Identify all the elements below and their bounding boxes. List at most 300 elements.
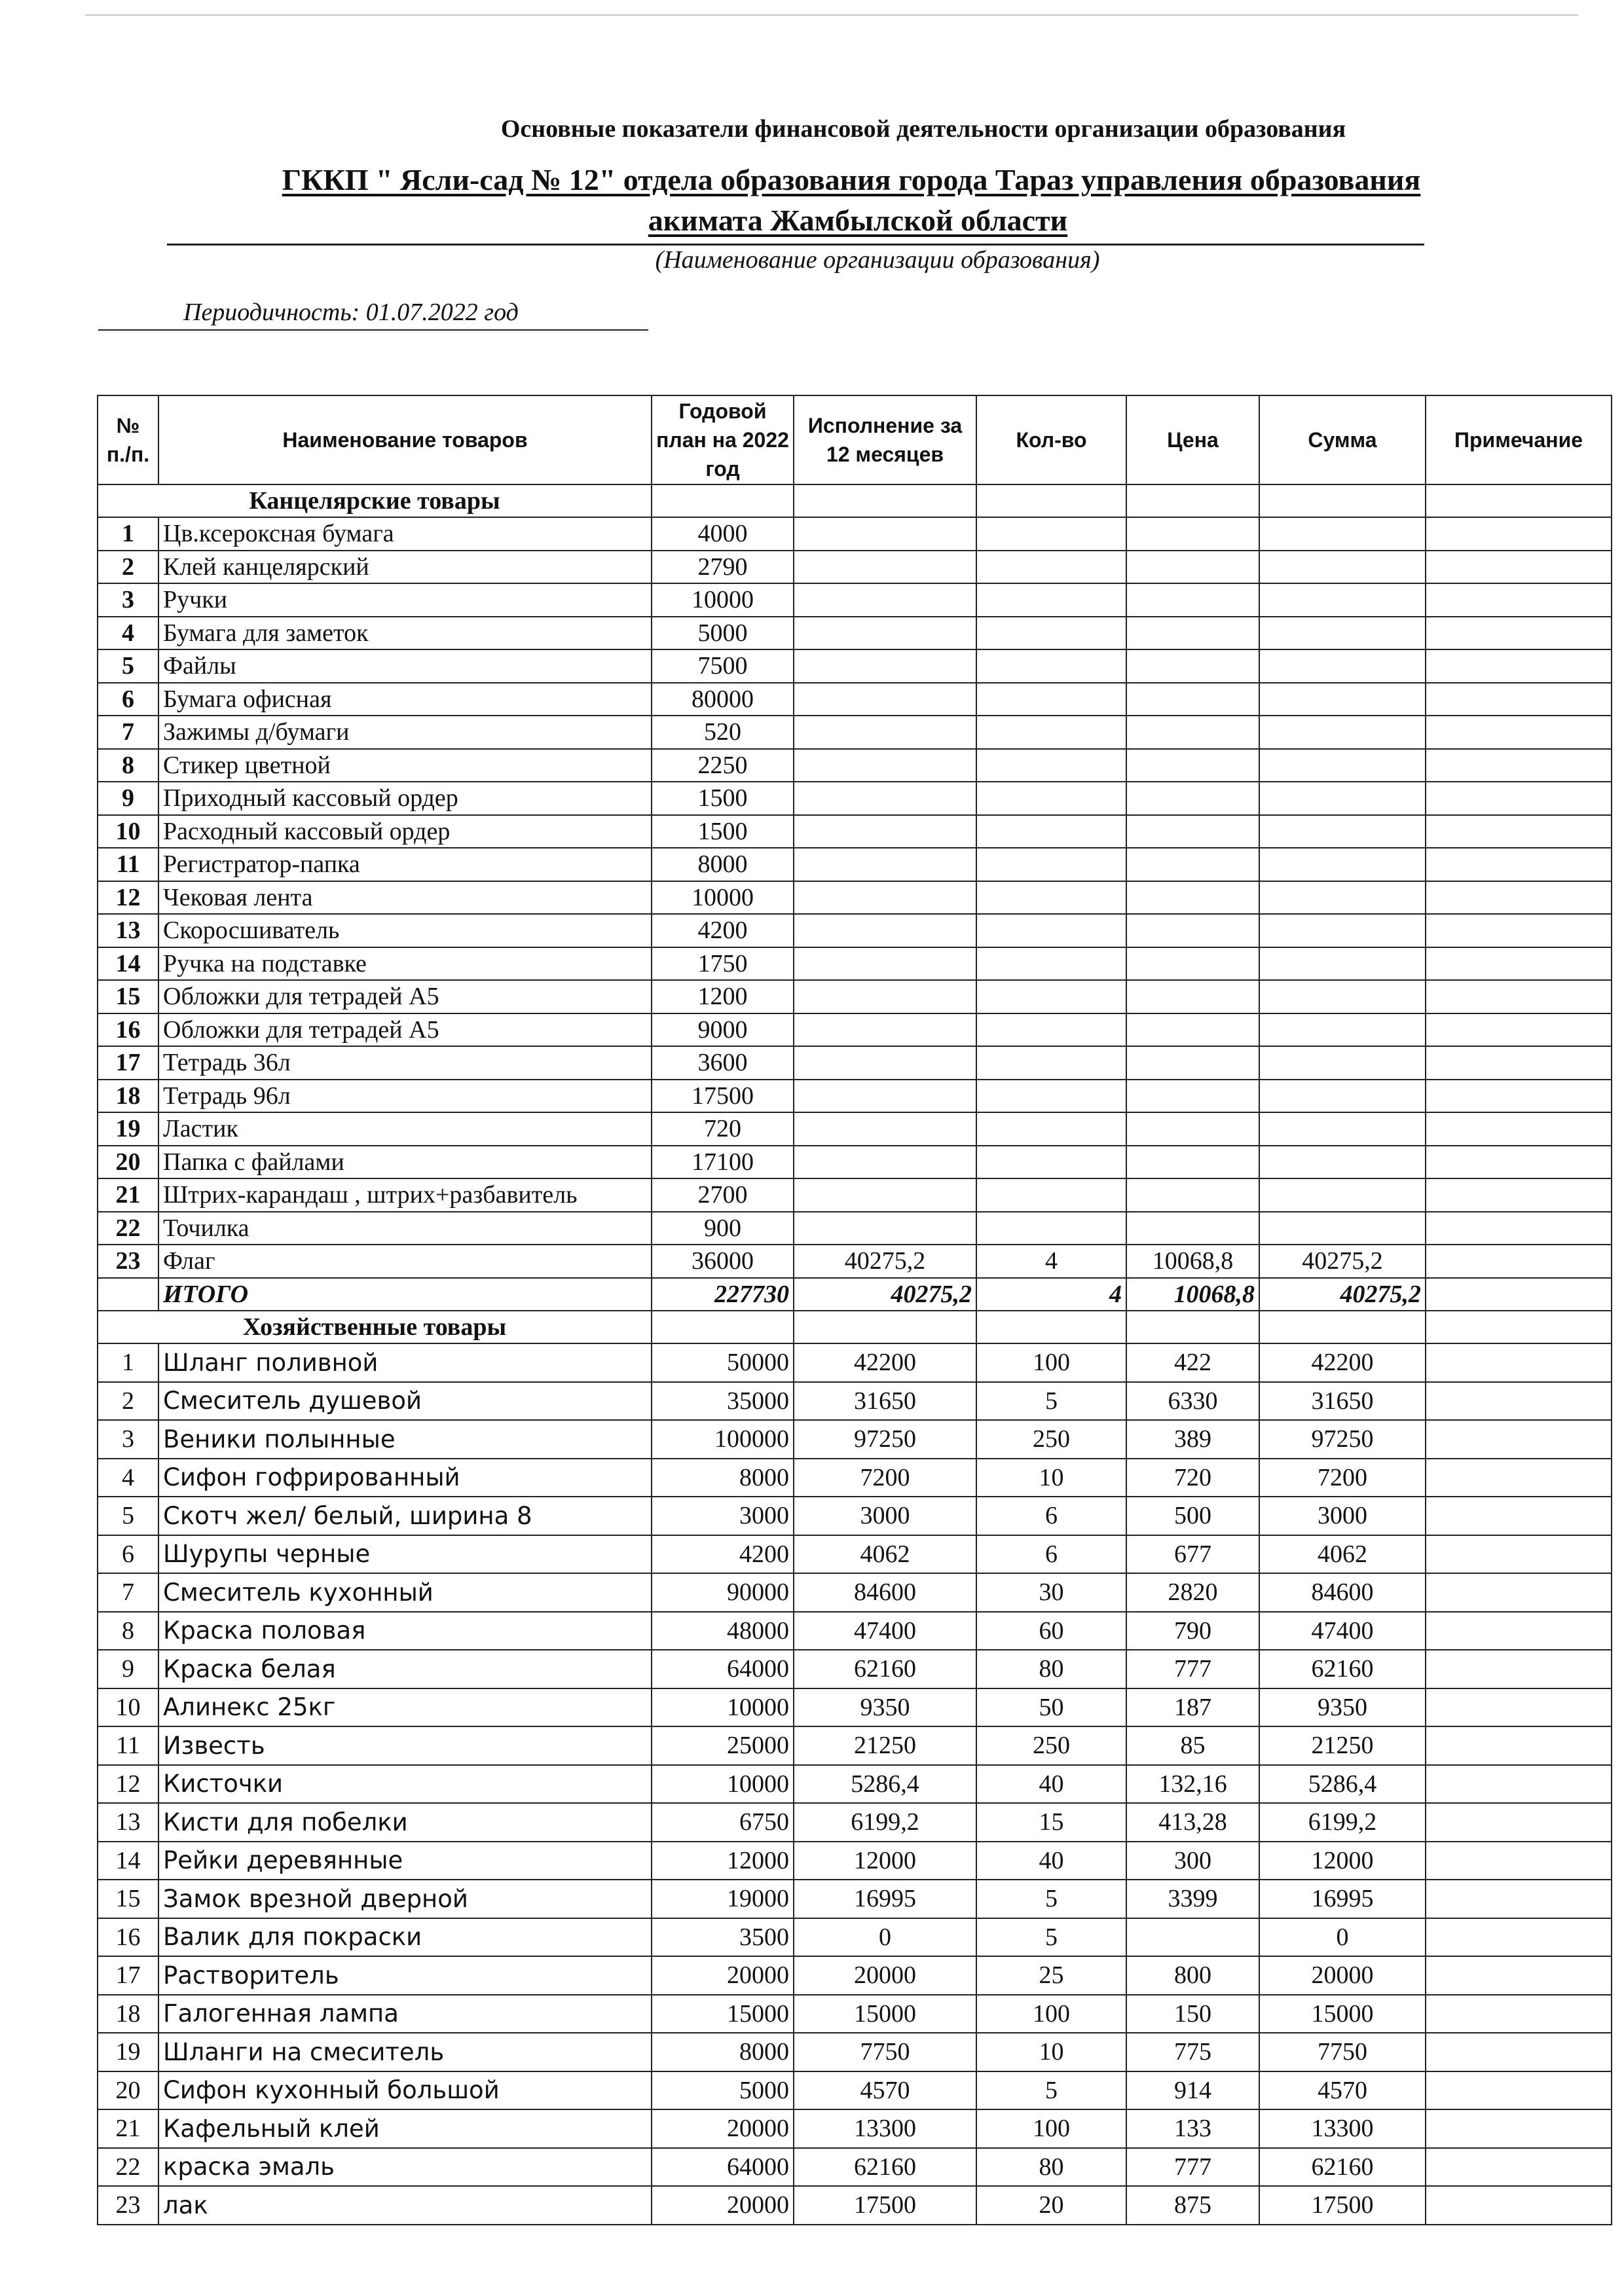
table-row xyxy=(98,2071,1612,2110)
quantity-cell xyxy=(976,1146,1126,1179)
price-cell xyxy=(1126,683,1259,716)
price-cell: 187 xyxy=(1126,1688,1259,1727)
item-name: Флаг xyxy=(158,1245,652,1278)
annual-plan-cell: 20000 xyxy=(652,1956,794,1995)
execution-cell: 17500 xyxy=(794,2186,976,2225)
total-plan: 227730 xyxy=(652,1278,794,1311)
table-row xyxy=(98,1688,1612,1727)
annual-plan-cell: 3500 xyxy=(652,1918,794,1957)
price-cell: 500 xyxy=(1126,1497,1259,1535)
annual-plan-cell: 20000 xyxy=(652,2109,794,2148)
price-cell: 85 xyxy=(1126,1726,1259,1765)
execution-cell xyxy=(794,517,976,551)
execution-cell: 7750 xyxy=(794,2033,976,2071)
annual-plan-cell: 6750 xyxy=(652,1803,794,1842)
table-row xyxy=(98,1650,1612,1688)
sum-cell xyxy=(1259,517,1426,551)
quantity-cell: 100 xyxy=(976,1343,1126,1382)
sum-cell: 21250 xyxy=(1259,1726,1426,1765)
item-name: Ластик xyxy=(158,1112,652,1146)
row-number: 13 xyxy=(98,1803,158,1842)
item-name: Смеситель душевой xyxy=(158,1382,652,1421)
header-price: Цена xyxy=(1126,395,1259,484)
execution-cell: 42200 xyxy=(794,1343,976,1382)
row-number: 4 xyxy=(98,617,158,650)
sum-cell xyxy=(1259,1080,1426,1113)
item-name: Кисточки xyxy=(158,1765,652,1804)
item-name: Папка с файлами xyxy=(158,1146,652,1179)
header-number: № п./п. xyxy=(98,395,158,484)
row-number: 2 xyxy=(98,551,158,584)
sum-cell xyxy=(1259,848,1426,881)
quantity-cell: 6 xyxy=(976,1497,1126,1535)
price-cell xyxy=(1126,749,1259,782)
note-cell xyxy=(1426,517,1612,551)
row-number: 19 xyxy=(98,1112,158,1146)
price-cell: 875 xyxy=(1126,2186,1259,2225)
item-name: Краска белая xyxy=(158,1650,652,1688)
sum-cell xyxy=(1259,617,1426,650)
row-number: 12 xyxy=(98,881,158,915)
note-cell xyxy=(1426,583,1612,617)
annual-plan-cell: 35000 xyxy=(652,1382,794,1421)
price-cell: 800 xyxy=(1126,1956,1259,1995)
note-cell xyxy=(1426,1650,1612,1688)
quantity-cell xyxy=(976,1178,1126,1212)
row-number: 10 xyxy=(98,815,158,848)
quantity-cell: 5 xyxy=(976,1880,1126,1918)
total-number-cell xyxy=(98,1278,158,1311)
note-cell xyxy=(1426,1013,1612,1047)
item-name: Скотч жел/ белый, ширина 8 xyxy=(158,1497,652,1535)
annual-plan-cell: 80000 xyxy=(652,683,794,716)
row-number: 16 xyxy=(98,1013,158,1047)
table-row xyxy=(98,1995,1612,2033)
price-cell xyxy=(1126,649,1259,683)
row-number: 20 xyxy=(98,2071,158,2110)
sum-cell xyxy=(1259,716,1426,749)
execution-cell xyxy=(794,848,976,881)
price-cell xyxy=(1126,782,1259,815)
sum-cell: 13300 xyxy=(1259,2109,1426,2148)
sum-cell: 62160 xyxy=(1259,1650,1426,1688)
price-cell xyxy=(1126,1112,1259,1146)
table-row xyxy=(98,1112,1612,1146)
price-cell: 300 xyxy=(1126,1842,1259,1880)
sum-cell xyxy=(1259,914,1426,947)
item-name: Обложки для тетрадей А5 xyxy=(158,1013,652,1047)
header-item-name: Наименование товаров xyxy=(158,395,652,484)
sum-cell: 97250 xyxy=(1259,1420,1426,1459)
execution-cell: 62160 xyxy=(794,2148,976,2187)
price-cell xyxy=(1126,1178,1259,1212)
item-name: Краска половая xyxy=(158,1612,652,1650)
annual-plan-cell: 900 xyxy=(652,1212,794,1245)
execution-cell: 40275,2 xyxy=(794,1245,976,1278)
quantity-cell xyxy=(976,980,1126,1013)
execution-cell xyxy=(794,1080,976,1113)
row-number: 23 xyxy=(98,2186,158,2225)
execution-cell: 5286,4 xyxy=(794,1765,976,1804)
item-name: Шланги на смеситель xyxy=(158,2033,652,2071)
organization-caption: (Наименование организации образования) xyxy=(655,246,1100,274)
sum-cell: 15000 xyxy=(1259,1995,1426,2033)
item-name: Чековая лента xyxy=(158,881,652,915)
row-number: 16 xyxy=(98,1918,158,1957)
execution-cell xyxy=(794,1046,976,1080)
execution-cell: 3000 xyxy=(794,1497,976,1535)
price-cell xyxy=(1126,1212,1259,1245)
table-row xyxy=(98,1612,1612,1650)
annual-plan-cell: 8000 xyxy=(652,2033,794,2071)
price-cell: 150 xyxy=(1126,1995,1259,2033)
quantity-cell: 30 xyxy=(976,1573,1126,1612)
row-number: 19 xyxy=(98,2033,158,2071)
note-cell xyxy=(1426,947,1612,981)
execution-cell: 20000 xyxy=(794,1956,976,1995)
annual-plan-cell: 5000 xyxy=(652,2071,794,2110)
quantity-cell xyxy=(976,1013,1126,1047)
item-name: Клей канцелярский xyxy=(158,551,652,584)
row-number: 15 xyxy=(98,980,158,1013)
note-cell xyxy=(1426,1245,1612,1278)
quantity-cell xyxy=(976,517,1126,551)
annual-plan-cell: 25000 xyxy=(652,1726,794,1765)
quantity-cell: 6 xyxy=(976,1535,1126,1574)
price-cell xyxy=(1126,1146,1259,1179)
table-row xyxy=(98,947,1612,981)
sum-cell: 31650 xyxy=(1259,1382,1426,1421)
note-cell xyxy=(1426,2148,1612,2187)
table-row xyxy=(98,749,1612,782)
row-number: 17 xyxy=(98,1956,158,1995)
sum-cell: 12000 xyxy=(1259,1842,1426,1880)
sum-cell xyxy=(1259,649,1426,683)
sum-cell: 4062 xyxy=(1259,1535,1426,1574)
sum-cell: 4570 xyxy=(1259,2071,1426,2110)
note-cell xyxy=(1426,649,1612,683)
annual-plan-cell: 4000 xyxy=(652,517,794,551)
quantity-cell xyxy=(976,1080,1126,1113)
table-row xyxy=(98,1382,1612,1421)
row-number: 1 xyxy=(98,1343,158,1382)
price-cell: 677 xyxy=(1126,1535,1259,1574)
table-row xyxy=(98,1803,1612,1842)
annual-plan-cell: 17100 xyxy=(652,1146,794,1179)
item-name: Стикер цветной xyxy=(158,749,652,782)
price-cell: 720 xyxy=(1126,1459,1259,1497)
price-cell: 413,28 xyxy=(1126,1803,1259,1842)
row-number: 12 xyxy=(98,1765,158,1804)
table-row xyxy=(98,848,1612,881)
price-cell: 2820 xyxy=(1126,1573,1259,1612)
price-cell xyxy=(1126,815,1259,848)
annual-plan-cell: 48000 xyxy=(652,1612,794,1650)
table-row xyxy=(98,583,1612,617)
sum-cell: 62160 xyxy=(1259,2148,1426,2187)
item-name: Ручка на подставке xyxy=(158,947,652,981)
annual-plan-cell: 1750 xyxy=(652,947,794,981)
item-name: Штрих-карандаш , штрих+разбавитель xyxy=(158,1178,652,1212)
row-number: 11 xyxy=(98,848,158,881)
row-number: 18 xyxy=(98,1995,158,2033)
note-cell xyxy=(1426,1146,1612,1179)
table-row xyxy=(98,1212,1612,1245)
execution-cell xyxy=(794,881,976,915)
quantity-cell: 4 xyxy=(976,1245,1126,1278)
sum-cell xyxy=(1259,1146,1426,1179)
note-cell xyxy=(1426,1765,1612,1804)
note-cell xyxy=(1426,980,1612,1013)
quantity-cell: 100 xyxy=(976,2109,1126,2148)
annual-plan-cell: 1500 xyxy=(652,782,794,815)
sum-cell: 17500 xyxy=(1259,2186,1426,2225)
price-cell xyxy=(1126,1080,1259,1113)
quantity-cell: 250 xyxy=(976,1726,1126,1765)
note-cell xyxy=(1426,881,1612,915)
note-cell xyxy=(1426,815,1612,848)
table-header-row xyxy=(98,395,1612,484)
annual-plan-cell: 12000 xyxy=(652,1842,794,1880)
sum-cell: 3000 xyxy=(1259,1497,1426,1535)
execution-cell: 97250 xyxy=(794,1420,976,1459)
annual-plan-cell: 1200 xyxy=(652,980,794,1013)
execution-cell: 16995 xyxy=(794,1880,976,1918)
execution-cell: 13300 xyxy=(794,2109,976,2148)
execution-cell xyxy=(794,749,976,782)
row-number: 4 xyxy=(98,1459,158,1497)
sum-cell xyxy=(1259,947,1426,981)
price-cell: 389 xyxy=(1126,1420,1259,1459)
row-number: 18 xyxy=(98,1080,158,1113)
quantity-cell xyxy=(976,815,1126,848)
note-cell xyxy=(1426,1497,1612,1535)
row-number: 9 xyxy=(98,782,158,815)
note-cell xyxy=(1426,1382,1612,1421)
price-cell xyxy=(1126,914,1259,947)
execution-cell xyxy=(794,815,976,848)
note-cell xyxy=(1426,1420,1612,1459)
note-cell xyxy=(1426,1573,1612,1612)
note-cell xyxy=(1426,2109,1612,2148)
execution-cell: 6199,2 xyxy=(794,1803,976,1842)
section-title-household: Хозяйственные товары xyxy=(98,1311,652,1343)
note-cell xyxy=(1426,1535,1612,1574)
item-name: Расходный кассовый ордер xyxy=(158,815,652,848)
note-cell xyxy=(1426,683,1612,716)
execution-cell xyxy=(794,980,976,1013)
quantity-cell: 40 xyxy=(976,1765,1126,1804)
annual-plan-cell: 3600 xyxy=(652,1046,794,1080)
scan-edge-line xyxy=(85,14,1578,16)
price-cell: 133 xyxy=(1126,2109,1259,2148)
table-row xyxy=(98,2186,1612,2225)
sum-cell xyxy=(1259,815,1426,848)
quantity-cell xyxy=(976,683,1126,716)
price-cell xyxy=(1126,583,1259,617)
annual-plan-cell: 50000 xyxy=(652,1343,794,1382)
row-number: 17 xyxy=(98,1046,158,1080)
row-number: 7 xyxy=(98,1573,158,1612)
annual-plan-cell: 2700 xyxy=(652,1178,794,1212)
item-name: Галогенная лампа xyxy=(158,1995,652,2033)
note-cell xyxy=(1426,1178,1612,1212)
note-cell xyxy=(1426,1080,1612,1113)
row-number: 1 xyxy=(98,517,158,551)
price-cell xyxy=(1126,980,1259,1013)
execution-cell xyxy=(794,617,976,650)
financial-indicators-table xyxy=(97,395,1612,2225)
execution-cell: 4062 xyxy=(794,1535,976,1574)
execution-cell xyxy=(794,551,976,584)
annual-plan-cell: 5000 xyxy=(652,617,794,650)
document-title: Основные показатели финансовой деятельности организации образования xyxy=(500,115,1346,143)
quantity-cell: 250 xyxy=(976,1420,1126,1459)
execution-cell: 47400 xyxy=(794,1612,976,1650)
section-header-row xyxy=(98,1311,1612,1343)
table-row xyxy=(98,617,1612,650)
row-number: 11 xyxy=(98,1726,158,1765)
quantity-cell xyxy=(976,848,1126,881)
table-row xyxy=(98,1013,1612,1047)
note-cell xyxy=(1426,2071,1612,2110)
sum-cell: 47400 xyxy=(1259,1612,1426,1650)
quantity-cell: 5 xyxy=(976,1382,1126,1421)
row-number: 15 xyxy=(98,1880,158,1918)
quantity-cell: 60 xyxy=(976,1612,1126,1650)
price-cell: 775 xyxy=(1126,2033,1259,2071)
sum-cell xyxy=(1259,1046,1426,1080)
price-cell xyxy=(1126,947,1259,981)
price-cell xyxy=(1126,617,1259,650)
execution-cell xyxy=(794,1112,976,1146)
quantity-cell xyxy=(976,716,1126,749)
table-row xyxy=(98,1956,1612,1995)
quantity-cell xyxy=(976,1212,1126,1245)
execution-cell: 12000 xyxy=(794,1842,976,1880)
table-row xyxy=(98,1918,1612,1957)
row-number: 22 xyxy=(98,1212,158,1245)
table-row xyxy=(98,1046,1612,1080)
row-number: 14 xyxy=(98,947,158,981)
sum-cell: 9350 xyxy=(1259,1688,1426,1727)
row-number: 5 xyxy=(98,1497,158,1535)
header-note: Примечание xyxy=(1426,395,1612,484)
row-number: 8 xyxy=(98,1612,158,1650)
annual-plan-cell: 100000 xyxy=(652,1420,794,1459)
note-cell xyxy=(1426,1688,1612,1727)
annual-plan-cell: 64000 xyxy=(652,2148,794,2187)
item-name: Растворитель xyxy=(158,1956,652,1995)
execution-cell: 7200 xyxy=(794,1459,976,1497)
execution-cell xyxy=(794,583,976,617)
sum-cell xyxy=(1259,782,1426,815)
sum-cell: 6199,2 xyxy=(1259,1803,1426,1842)
row-number: 9 xyxy=(98,1650,158,1688)
item-name: Шланг поливной xyxy=(158,1343,652,1382)
price-cell: 777 xyxy=(1126,2148,1259,2187)
table-row xyxy=(98,1765,1612,1804)
periodicity: Периодичность: 01.07.2022 год xyxy=(183,299,519,326)
total-row xyxy=(98,1278,1612,1311)
item-name: Сифон кухонный большой xyxy=(158,2071,652,2110)
annual-plan-cell: 10000 xyxy=(652,881,794,915)
quantity-cell xyxy=(976,617,1126,650)
quantity-cell: 20 xyxy=(976,2186,1126,2225)
table-row xyxy=(98,716,1612,749)
annual-plan-cell: 10000 xyxy=(652,1688,794,1727)
note-cell xyxy=(1426,1459,1612,1497)
annual-plan-cell: 20000 xyxy=(652,2186,794,2225)
item-name: лак xyxy=(158,2186,652,2225)
quantity-cell: 50 xyxy=(976,1688,1126,1727)
quantity-cell: 15 xyxy=(976,1803,1126,1842)
note-cell xyxy=(1426,617,1612,650)
annual-plan-cell: 15000 xyxy=(652,1995,794,2033)
sum-cell xyxy=(1259,881,1426,915)
quantity-cell: 100 xyxy=(976,1995,1126,2033)
annual-plan-cell: 90000 xyxy=(652,1573,794,1612)
price-cell: 132,16 xyxy=(1126,1765,1259,1804)
quantity-cell xyxy=(976,947,1126,981)
row-number: 6 xyxy=(98,683,158,716)
section-header-row xyxy=(98,484,1612,517)
total-quantity: 4 xyxy=(976,1278,1126,1311)
price-cell xyxy=(1126,848,1259,881)
item-name: краска эмаль xyxy=(158,2148,652,2187)
item-name: Файлы xyxy=(158,649,652,683)
table-row xyxy=(98,1178,1612,1212)
table-row xyxy=(98,1842,1612,1880)
row-number: 5 xyxy=(98,649,158,683)
quantity-cell: 25 xyxy=(976,1956,1126,1995)
sum-cell xyxy=(1259,1112,1426,1146)
table-row xyxy=(98,2148,1612,2187)
price-cell xyxy=(1126,551,1259,584)
table-row xyxy=(98,1497,1612,1535)
sum-cell: 16995 xyxy=(1259,1880,1426,1918)
note-cell xyxy=(1426,1918,1612,1957)
item-name: Скоросшиватель xyxy=(158,914,652,947)
sum-cell: 84600 xyxy=(1259,1573,1426,1612)
table-row xyxy=(98,2033,1612,2071)
table-row xyxy=(98,1146,1612,1179)
annual-plan-cell: 8000 xyxy=(652,1459,794,1497)
item-name: Тетрадь 36л xyxy=(158,1046,652,1080)
execution-cell xyxy=(794,1146,976,1179)
row-number: 8 xyxy=(98,749,158,782)
price-cell xyxy=(1126,1013,1259,1047)
note-cell xyxy=(1426,1112,1612,1146)
annual-plan-cell: 2790 xyxy=(652,551,794,584)
item-name: Шурупы черные xyxy=(158,1535,652,1574)
price-cell xyxy=(1126,517,1259,551)
annual-plan-cell: 10000 xyxy=(652,583,794,617)
sum-cell: 0 xyxy=(1259,1918,1426,1957)
header-quantity: Кол-во xyxy=(976,395,1126,484)
total-execution: 40275,2 xyxy=(794,1278,976,1311)
price-cell: 914 xyxy=(1126,2071,1259,2110)
note-cell xyxy=(1426,749,1612,782)
table-row xyxy=(98,782,1612,815)
note-cell xyxy=(1426,1212,1612,1245)
item-name: Обложки для тетрадей А5 xyxy=(158,980,652,1013)
sum-cell xyxy=(1259,1178,1426,1212)
quantity-cell xyxy=(976,551,1126,584)
price-cell xyxy=(1126,1918,1259,1957)
price-cell: 3399 xyxy=(1126,1880,1259,1918)
item-name: Кисти для побелки xyxy=(158,1803,652,1842)
